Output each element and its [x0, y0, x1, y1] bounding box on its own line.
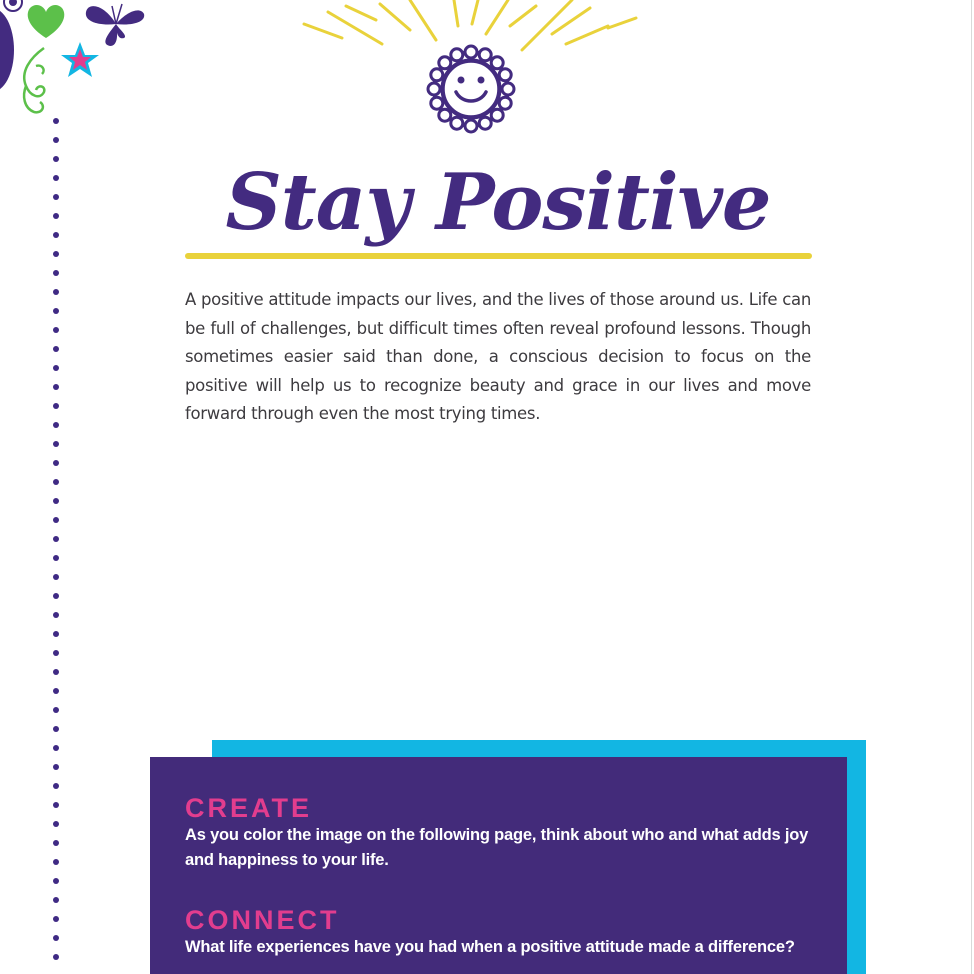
border-dot	[53, 631, 59, 637]
border-dot	[53, 441, 59, 447]
border-dot	[53, 194, 59, 200]
intro-paragraph: A positive attitude impacts our lives, and the lives of those around us. Life can be full of challenges, but difficult times often reveal profound lessons. Though sometimes easier said than done, a conscious decision to focus on the positive will help us to recognize beauty and grace in our lives and move forward through even the most trying times.	[185, 290, 811, 423]
corner-decoration	[0, 0, 160, 120]
dotted-border	[51, 118, 61, 974]
border-dot	[53, 935, 59, 941]
sun-petal	[451, 117, 463, 129]
sun-petal	[439, 57, 451, 69]
border-dot	[53, 859, 59, 865]
border-dot	[53, 821, 59, 827]
border-dot	[53, 498, 59, 504]
border-dot	[53, 916, 59, 922]
border-dot	[53, 840, 59, 846]
border-dot	[53, 232, 59, 238]
create-text: As you color the image on the following page, think about who and what adds joy and happiness to your life.	[185, 826, 809, 869]
border-dot	[53, 669, 59, 675]
border-dot	[53, 688, 59, 694]
border-dot	[53, 251, 59, 257]
border-dot	[53, 555, 59, 561]
border-dot	[53, 897, 59, 903]
border-dot	[53, 764, 59, 770]
border-dot	[53, 536, 59, 542]
sun-petal	[491, 57, 503, 69]
connect-text: What life experiences have you had when a positive attitude made a difference?	[185, 938, 795, 956]
sun-petal	[465, 46, 477, 58]
connect-heading: CONNECT	[185, 905, 340, 935]
star-icon	[61, 42, 99, 77]
page-edge	[971, 0, 972, 974]
sun-petal	[499, 69, 511, 81]
border-dot	[53, 878, 59, 884]
border-dot	[53, 289, 59, 295]
butterfly-icon	[86, 4, 144, 46]
border-dot	[53, 270, 59, 276]
border-dot	[53, 422, 59, 428]
border-dot	[53, 213, 59, 219]
purple-circle-decoration	[0, 8, 14, 92]
sun-petal	[491, 109, 503, 121]
border-dot	[53, 726, 59, 732]
title-underline	[185, 253, 812, 259]
sun-petal	[499, 97, 511, 109]
sun-petal	[465, 120, 477, 132]
page-title: Stay Positive	[225, 157, 771, 248]
border-dot	[53, 365, 59, 371]
border-dot	[53, 802, 59, 808]
sun-petal	[428, 83, 440, 95]
sun-petal	[439, 109, 451, 121]
border-dot	[53, 745, 59, 751]
border-dot	[53, 346, 59, 352]
sun-petal	[451, 49, 463, 61]
border-dot	[53, 650, 59, 656]
sun-smiley-icon	[290, 0, 650, 140]
sun-petal	[431, 97, 443, 109]
border-dot	[53, 954, 59, 960]
create-heading: CREATE	[185, 793, 313, 823]
border-dot	[53, 308, 59, 314]
border-dot	[53, 327, 59, 333]
sun-petal	[479, 49, 491, 61]
border-dot	[53, 574, 59, 580]
border-dot	[53, 156, 59, 162]
sun-petal	[431, 69, 443, 81]
border-dot	[53, 460, 59, 466]
border-dot	[53, 783, 59, 789]
flower-icon	[4, 0, 22, 11]
border-dot	[53, 517, 59, 523]
border-dot	[53, 707, 59, 713]
vine-icon	[24, 48, 44, 112]
border-dot	[53, 479, 59, 485]
sun-petal	[502, 83, 514, 95]
border-dot	[53, 593, 59, 599]
border-dot	[53, 384, 59, 390]
border-dot	[53, 118, 59, 124]
border-dot	[53, 403, 59, 409]
border-dot	[53, 612, 59, 618]
border-dot	[53, 175, 59, 181]
heart-icon	[28, 5, 65, 38]
border-dot	[53, 137, 59, 143]
sun-petal	[479, 117, 491, 129]
